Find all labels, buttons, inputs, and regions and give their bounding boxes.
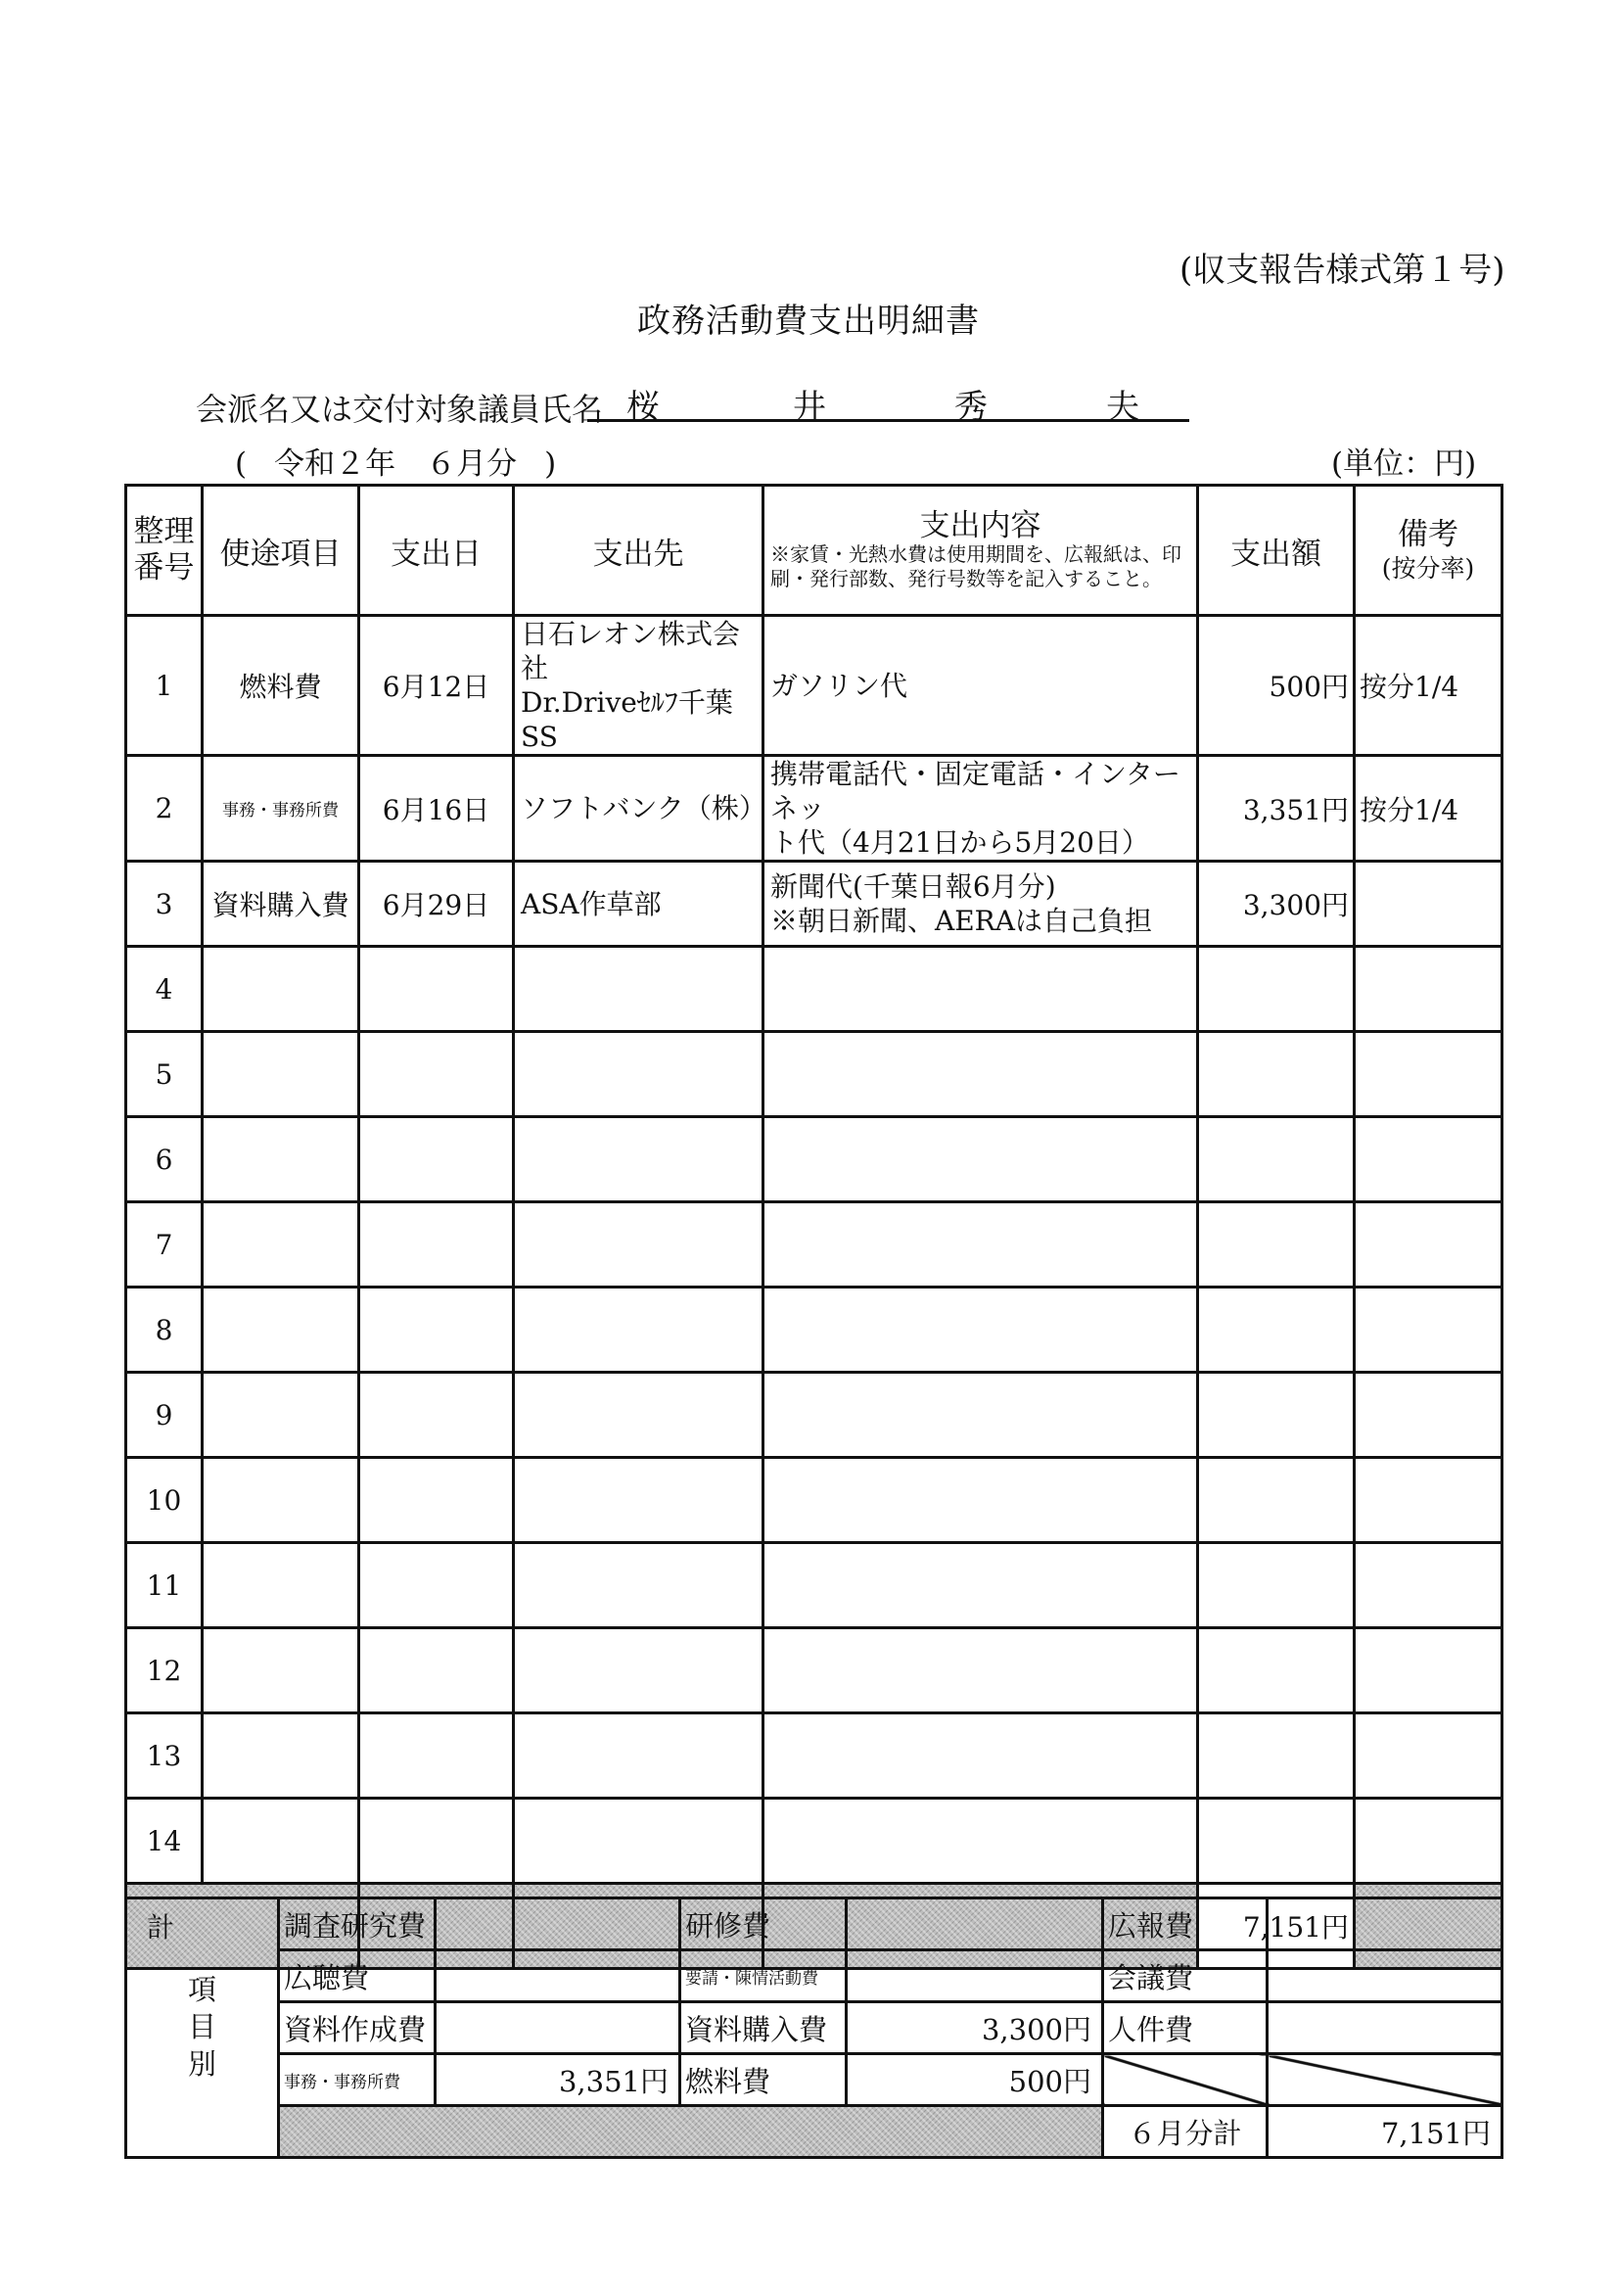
total-label: 計 (126, 1884, 359, 1969)
label-shiryou-sakusei: 資料作成費 (279, 2002, 436, 2054)
month-total-value: 7,151円 (1268, 2106, 1502, 2158)
summary-row (126, 1898, 1502, 1950)
row-remarks (1355, 1202, 1502, 1288)
row-content (763, 862, 1198, 947)
table-row (126, 1458, 1502, 1543)
diagonal-blank-cell (1103, 2054, 1268, 2106)
row-category (203, 947, 359, 1032)
total-amount: 7,151円 (1198, 1884, 1355, 1969)
row-amount (1198, 1288, 1355, 1373)
row-remarks (1355, 1373, 1502, 1458)
period-text: 令和２年 ６月分 (274, 446, 518, 482)
label-kouhou: 広報費 (1103, 1898, 1268, 1950)
value-jimu: 3,351円 (436, 2054, 680, 2106)
value-kouchou (436, 1950, 680, 2002)
row-no: 1 (126, 616, 203, 756)
summary-row (126, 2002, 1502, 2054)
row-payee (514, 1799, 763, 1884)
report-period (235, 439, 556, 483)
row-category (203, 1117, 359, 1202)
row-remarks (1355, 1288, 1502, 1373)
row-no: 8 (126, 1288, 203, 1373)
row-payee (514, 1543, 763, 1628)
name-char: 夫 (1106, 388, 1139, 427)
value-shiryou-sakusei (436, 2002, 680, 2054)
header-no (126, 486, 203, 616)
row-remarks: 按分1/4 (1355, 756, 1502, 862)
row-date (359, 1032, 514, 1117)
summary-side-label (126, 1898, 279, 2158)
header-payee: 支出先 (514, 486, 763, 616)
value-shiryou-kounyu: 3,300円 (847, 2002, 1103, 2054)
row-content (763, 1032, 1198, 1117)
row-remarks (1355, 1543, 1502, 1628)
document-title: 政務活動費支出明細書 (637, 302, 980, 341)
table-header-row (126, 486, 1502, 616)
row-category (203, 1543, 359, 1628)
row-content (763, 616, 1198, 756)
row-category (203, 1628, 359, 1713)
row-payee (514, 862, 763, 947)
row-date (359, 1373, 514, 1458)
row-amount: 500円 (1198, 616, 1355, 756)
row-content-line1: 携帯電話代・固定電話・インターネッ (770, 758, 1180, 824)
table-row (126, 1117, 1502, 1202)
name-label: 会派名又は交付対象議員氏名 (196, 391, 604, 428)
value-kouhou (1268, 1898, 1502, 1950)
name-char: 桜 (626, 388, 660, 427)
row-content (763, 756, 1198, 862)
row-payee (514, 1628, 763, 1713)
side-char: 別 (187, 2046, 216, 2081)
row-category (203, 1373, 359, 1458)
header-content-note: ※家賃・光熱水費は使用期間を、広報紙は、印刷・発行部数、発行号数等を記入すること。 (770, 542, 1181, 591)
label-chousa: 調査研究費 (279, 1898, 436, 1950)
row-amount (1198, 1543, 1355, 1628)
row-payee-line1: 日石レオン株式会社 (521, 618, 741, 684)
table-row (126, 1713, 1502, 1799)
row-amount (1198, 1799, 1355, 1884)
label-jimu: 事務・事務所費 (279, 2054, 436, 2106)
row-remarks (1355, 1628, 1502, 1713)
row-date: 6月16日 (359, 756, 514, 862)
row-category: 燃料費 (203, 616, 359, 756)
summary-row (126, 2106, 1502, 2158)
row-no: 14 (126, 1799, 203, 1884)
header-category: 使途項目 (203, 486, 359, 616)
table-row (126, 862, 1502, 947)
row-no: 9 (126, 1373, 203, 1458)
row-amount: 3,351円 (1198, 756, 1355, 862)
row-no: 2 (126, 756, 203, 862)
row-date: 6月29日 (359, 862, 514, 947)
row-category (203, 1458, 359, 1543)
row-payee-line1: ASA作草部 (521, 887, 662, 920)
row-date: 6月12日 (359, 616, 514, 756)
row-remarks: 按分1/4 (1355, 616, 1502, 756)
row-content (763, 947, 1198, 1032)
row-content (763, 1628, 1198, 1713)
row-remarks (1355, 1032, 1502, 1117)
value-kaigi (1268, 1950, 1502, 2002)
row-payee (514, 616, 763, 756)
row-remarks (1355, 1117, 1502, 1202)
table-row (126, 1799, 1502, 1884)
table-row (126, 616, 1502, 756)
label-nenryou: 燃料費 (680, 2054, 847, 2106)
row-remarks (1355, 862, 1502, 947)
category-summary-table (124, 1897, 1503, 2159)
row-category (203, 1713, 359, 1799)
row-no: 11 (126, 1543, 203, 1628)
label-kouchou: 広聴費 (279, 1950, 436, 2002)
row-date (359, 1288, 514, 1373)
row-content (763, 1373, 1198, 1458)
period-open: ( (235, 446, 248, 482)
row-date (359, 1458, 514, 1543)
row-amount (1198, 1458, 1355, 1543)
row-no: 7 (126, 1202, 203, 1288)
row-no: 6 (126, 1117, 203, 1202)
header-remarks-sub: (按分率) (1381, 553, 1475, 583)
value-kenshu (847, 1898, 1103, 1950)
label-yousei: 要請・陳情活動費 (680, 1950, 847, 2002)
row-content (763, 1799, 1198, 1884)
row-payee (514, 1458, 763, 1543)
form-number: (収支報告様式第１号) (1179, 251, 1505, 290)
header-content-title: 支出内容 (919, 507, 1041, 543)
row-payee (514, 1032, 763, 1117)
label-jinken: 人件費 (1103, 2002, 1268, 2054)
row-content-line2: ※朝日新聞、AERAは自己負担 (770, 905, 1152, 937)
period-close: ) (544, 446, 557, 482)
row-amount (1198, 1373, 1355, 1458)
row-category (203, 1032, 359, 1117)
header-content (763, 486, 1198, 616)
header-date: 支出日 (359, 486, 514, 616)
row-payee (514, 947, 763, 1032)
unit-label: (単位：円) (1331, 446, 1477, 482)
row-date (359, 1799, 514, 1884)
table-row (126, 1628, 1502, 1713)
row-payee (514, 1117, 763, 1202)
name-char: 秀 (954, 388, 988, 427)
row-no: 10 (126, 1458, 203, 1543)
table-row (126, 1202, 1502, 1288)
row-content (763, 1288, 1198, 1373)
side-char: 目 (187, 2010, 216, 2044)
table-row (126, 756, 1502, 862)
name-char: 井 (793, 388, 826, 427)
header-remarks-title: 備考 (1398, 517, 1458, 553)
summary-row (126, 2054, 1502, 2106)
row-date (359, 947, 514, 1032)
label-shiryou-kounyu: 資料購入費 (680, 2002, 847, 2054)
row-payee (514, 1373, 763, 1458)
row-date (359, 1117, 514, 1202)
summary-shaded-area (279, 2106, 1103, 2158)
row-no: 13 (126, 1713, 203, 1799)
label-kenshu: 研修費 (680, 1898, 847, 1950)
table-row (126, 1288, 1502, 1373)
row-payee (514, 1288, 763, 1373)
month-total-label: ６月分計 (1103, 2106, 1268, 2158)
row-no: 12 (126, 1628, 203, 1713)
row-amount (1198, 1628, 1355, 1713)
row-amount (1198, 1713, 1355, 1799)
row-payee-line1: ソフトバンク（株） (521, 792, 766, 824)
header-amount: 支出額 (1198, 486, 1355, 616)
diagonal-blank-cell (1268, 2054, 1502, 2106)
row-category: 資料購入費 (203, 862, 359, 947)
row-content (763, 1202, 1198, 1288)
value-yousei (847, 1950, 1103, 2002)
row-remarks (1355, 1713, 1502, 1799)
value-chousa (436, 1898, 680, 1950)
row-category (203, 1288, 359, 1373)
row-amount (1198, 1202, 1355, 1288)
side-char: 項 (187, 1973, 216, 2007)
row-content (763, 1543, 1198, 1628)
header-no-line2: 番号 (133, 550, 195, 586)
header-no-line1: 整理 (133, 513, 195, 549)
row-remarks (1355, 947, 1502, 1032)
table-row (126, 1373, 1502, 1458)
row-content-line1: ガソリン代 (770, 669, 908, 702)
label-kaigi: 会議費 (1103, 1950, 1268, 2002)
row-category (203, 1799, 359, 1884)
row-content (763, 1458, 1198, 1543)
row-category: 事務・事務所費 (203, 756, 359, 862)
row-payee-line2: Dr.Driveｾﾙﾌ千葉SS (521, 686, 733, 753)
row-remarks (1355, 1799, 1502, 1884)
row-date (359, 1628, 514, 1713)
value-nenryou: 500円 (847, 2054, 1103, 2106)
row-date (359, 1202, 514, 1288)
row-content (763, 1117, 1198, 1202)
table-row (126, 1543, 1502, 1628)
row-amount: 3,300円 (1198, 862, 1355, 947)
summary-row (126, 1950, 1502, 2002)
row-amount (1198, 1117, 1355, 1202)
row-no: 5 (126, 1032, 203, 1117)
row-payee (514, 1202, 763, 1288)
row-amount (1198, 1032, 1355, 1117)
row-no: 3 (126, 862, 203, 947)
row-date (359, 1543, 514, 1628)
row-date (359, 1713, 514, 1799)
row-category (203, 1202, 359, 1288)
row-remarks (1355, 1458, 1502, 1543)
name-underline (587, 419, 1189, 422)
row-content-line1: 新聞代(千葉日報6月分) (770, 870, 1056, 903)
row-no: 4 (126, 947, 203, 1032)
row-amount (1198, 947, 1355, 1032)
row-content-line2: ト代（4月21日から5月20日） (770, 826, 1149, 859)
header-remarks (1355, 486, 1502, 616)
expense-detail-table (124, 484, 1503, 1970)
row-payee (514, 756, 766, 862)
table-row (126, 947, 1502, 1032)
row-payee (514, 1713, 763, 1799)
row-content (763, 1713, 1198, 1799)
value-jinken (1268, 2002, 1502, 2054)
table-row (126, 1032, 1502, 1117)
